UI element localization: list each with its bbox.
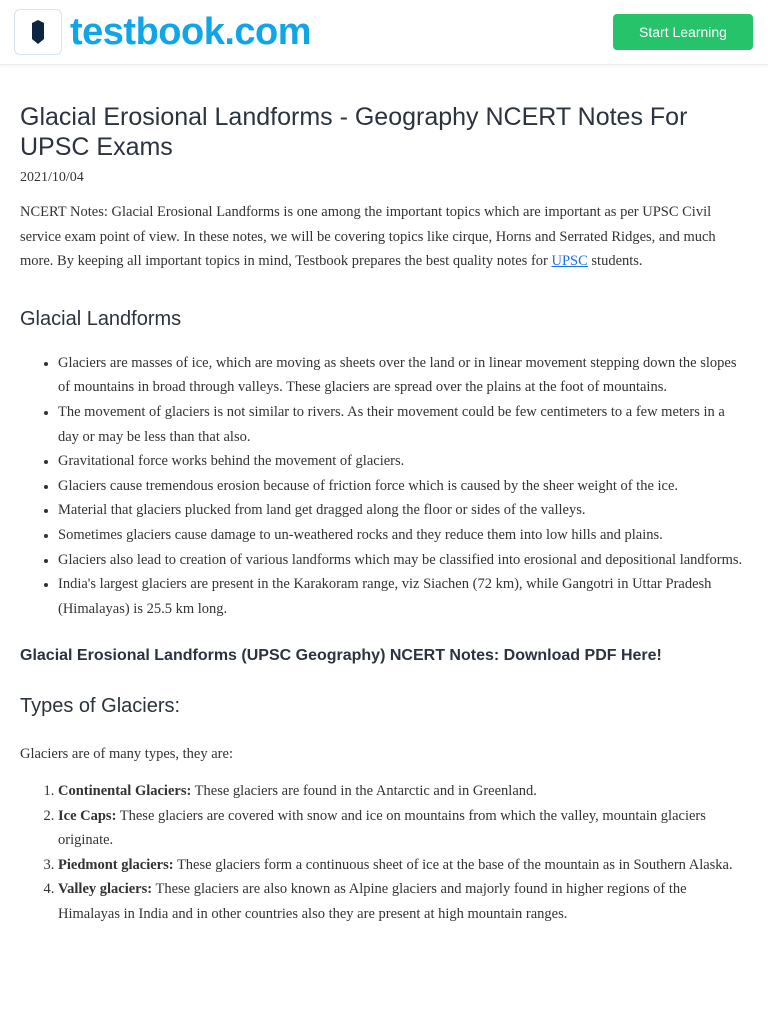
type-desc: These glaciers are found in the Antarctic and in Greenland.: [191, 782, 537, 799]
list-item: [58, 804, 748, 853]
book-icon: [14, 9, 62, 55]
type-term: Continental Glaciers:: [58, 782, 192, 799]
list-item: • Sometimes glaciers cause damage to un-weathered rocks and they reduce them into low hills and plains.: [58, 523, 748, 548]
intro-text: NCERT Notes: Glacial Erosional Landforms is one among the important topics which are important as per UPSC Civil service exam point of view. In these notes, we will be covering topics like cirque, Horns and Serrated Ridges, and much more. By keeping all important topics in mind, Testbook prepares the best quality notes for: [20, 204, 716, 270]
type-term: Valley glaciers:: [58, 881, 153, 898]
start-learning-button[interactable]: Start Learning: [613, 14, 753, 50]
type-term: Ice Caps:: [58, 807, 117, 824]
glacier-types-list: [20, 779, 748, 927]
intro-paragraph: [20, 200, 748, 274]
download-pdf-link[interactable]: Glacial Erosional Landforms (UPSC Geography) NCERT Notes: Download PDF Here!: [20, 647, 662, 665]
type-desc: These glaciers are covered with snow and ice on mountains from which the valley, mountain glaciers originate.: [58, 807, 706, 849]
types-intro: Glaciers are of many types, they are:: [20, 746, 233, 763]
list-item: • Material that glaciers plucked from land get dragged along the floor or sides of the valleys.: [58, 498, 748, 523]
type-desc: These glaciers form a continuous sheet of ice at the base of the mountain as in Southern Alaska.: [173, 856, 733, 873]
upsc-link[interactable]: UPSC: [551, 253, 588, 270]
article-date: 2021/10/04: [20, 170, 84, 185]
type-desc: These glaciers are also known as Alpine glaciers and majorly found in higher regions of the Himalayas in India and in other countries also they are present at high mountain ranges.: [58, 881, 687, 922]
glacial-facts-list: [20, 351, 748, 622]
list-item: • Glaciers cause tremendous erosion because of friction force which is caused by the sheer weight of the ice.: [58, 474, 748, 499]
list-item: • Glaciers also lead to creation of various landforms which may be classified into erosional and depositional landforms.: [58, 548, 748, 573]
logo-text: testbook.com: [70, 10, 312, 53]
type-term: Piedmont glaciers:: [58, 856, 174, 873]
list-item: [58, 779, 748, 804]
list-item: [58, 853, 748, 878]
list-item: • India's largest glaciers are present in the Karakoram range, viz Siachen (72 km), while Gangotri in Uttar Pradesh (Himalayas) is 25.5 km long.: [58, 572, 748, 621]
list-item: • Glaciers are masses of ice, which are moving as sheets over the land or in linear movement stepping down the slopes of mountains in broad through valleys. These glaciers are spread over the plains at the foot of mountains.: [58, 351, 748, 400]
list-item: [58, 877, 748, 926]
intro-end: students.: [587, 253, 643, 270]
section-heading-types-of-glaciers: Types of Glaciers:: [20, 695, 181, 718]
section-heading-glacial-landforms: Glacial Landforms: [20, 307, 182, 330]
article: [0, 102, 768, 926]
list-item: • Gravitational force works behind the movement of glaciers.: [58, 449, 748, 474]
list-item: • The movement of glaciers is not similar to rivers. As their movement could be few centimeters to a few meters in a day or may be less than that also.: [58, 400, 748, 449]
article-title: Glacial Erosional Landforms - Geography NCERT Notes For UPSC Exams: [20, 103, 688, 161]
site-logo[interactable]: [14, 9, 311, 55]
site-header: [0, 0, 768, 65]
